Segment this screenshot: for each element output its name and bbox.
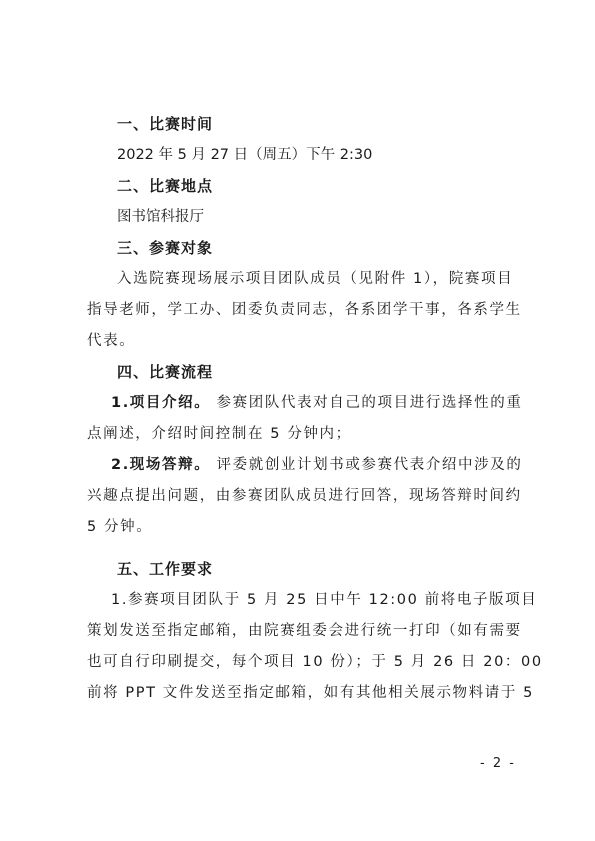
section-heading-location: 二、比赛地点 bbox=[117, 177, 214, 195]
process-item-1-text: 参赛团队代表对自己的项目进行选择性的重 bbox=[210, 395, 523, 411]
requirements-line-2: 策划发送至指定邮箱，由院赛组委会进行统一打印（如有需要 bbox=[87, 623, 522, 639]
process-item-2-line-1 bbox=[111, 455, 523, 475]
section-heading-requirements: 五、工作要求 bbox=[117, 560, 214, 578]
process-item-1-line-2: 点阐述，介绍时间控制在 5 分钟内； bbox=[87, 426, 352, 442]
process-item-2-line-3: 5 分钟。 bbox=[87, 519, 153, 535]
process-item-2-text: 评委就创业计划书或参赛代表介绍中涉及的 bbox=[210, 457, 523, 473]
process-item-1-line-1 bbox=[111, 393, 523, 413]
requirements-line-3: 也可自行印刷提交，每个项目 10 份）；于 5 月 26 日 20：00 bbox=[87, 654, 543, 670]
process-item-2-line-2: 兴趣点提出问题，由参赛团队成员进行回答，现场答辩时间约 bbox=[87, 488, 522, 504]
participants-line-1: 入选院赛现场展示项目团队成员（见附件 1），院赛项目 bbox=[117, 271, 514, 287]
section-heading-process: 四、比赛流程 bbox=[117, 363, 214, 381]
requirements-line-4: 前将 PPT 文件发送至指定邮箱，如有其他相关展示物料请于 5 bbox=[87, 685, 534, 701]
participants-line-2: 指导老师，学工办、团委负责同志，各系团学干事，各系学生 bbox=[87, 302, 522, 318]
section-heading-participants: 三、参赛对象 bbox=[117, 239, 214, 257]
section-content-time: 2022 年 5 月 27 日（周五）下午 2:30 bbox=[117, 147, 373, 163]
requirements-line-1: 1.参赛项目团队于 5 月 25 日中午 12:00 前将电子版项目 bbox=[111, 592, 538, 608]
section-content-location: 图书馆科报厅 bbox=[117, 209, 204, 225]
process-item-2-lead: 2.现场答辩。 bbox=[111, 457, 211, 473]
process-item-1-lead: 1.项目介绍。 bbox=[111, 395, 211, 411]
participants-line-3: 代表。 bbox=[87, 333, 136, 349]
section-heading-time: 一、比赛时间 bbox=[117, 115, 214, 133]
page-number: - 2 - bbox=[480, 756, 516, 771]
